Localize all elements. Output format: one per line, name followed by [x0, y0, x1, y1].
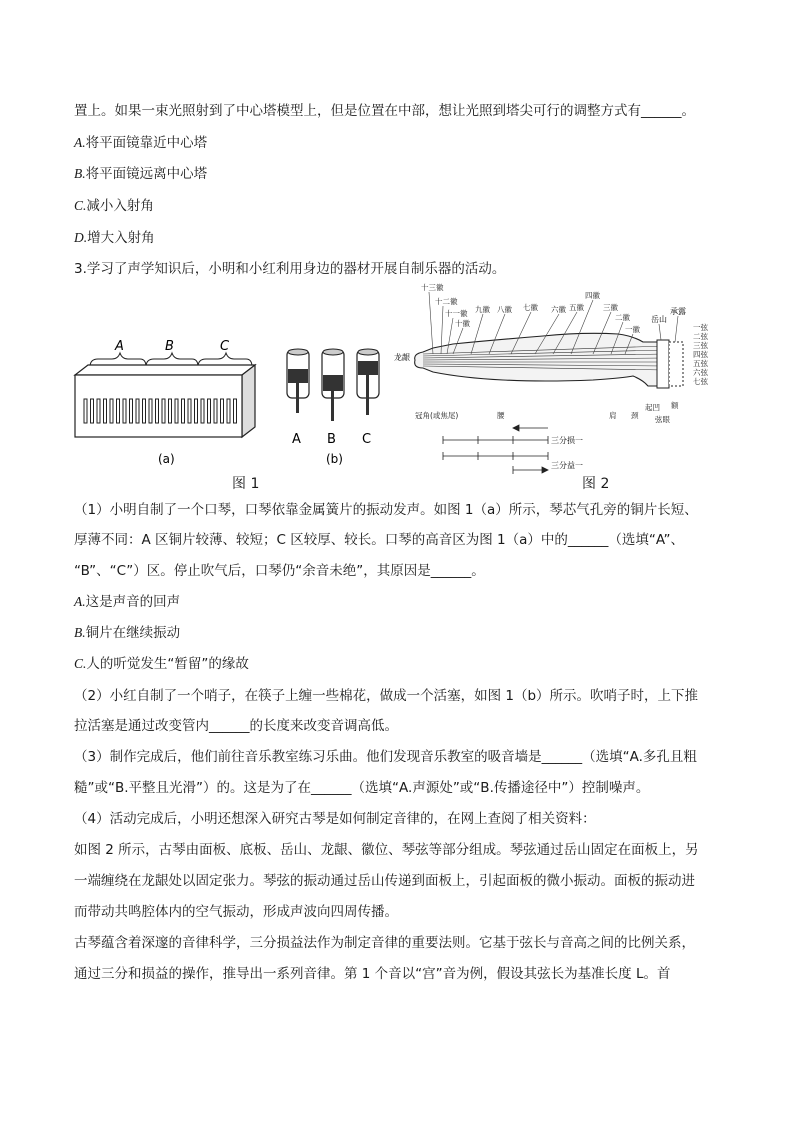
figure2-guqin	[393, 280, 723, 475]
scale-label-sun: 三分损一	[551, 436, 583, 445]
guqin-part-label: 起凹	[645, 403, 660, 412]
string-label: 三弦	[693, 341, 708, 350]
hui-label: 九徽	[475, 305, 490, 314]
harmonica-hole	[227, 399, 230, 423]
q3-p4-line1: （4）活动完成后，小明还想深入研究古琴是如何制定音律的，在网上查阅了相关资料：	[74, 811, 596, 827]
fig1a-label-a: A	[115, 339, 124, 354]
option-letter: C.	[74, 656, 87, 671]
option-letter: B.	[74, 166, 86, 181]
option-text: 铜片在继续振动	[85, 625, 181, 641]
figure2-caption: 图 2	[582, 476, 610, 492]
q2-option-c[interactable]	[74, 196, 154, 216]
string-label: 七弦	[693, 377, 708, 386]
hui-label: 五徽	[569, 303, 584, 312]
option-letter: A.	[74, 594, 86, 609]
harmonica-hole	[123, 399, 126, 423]
q2-option-a[interactable]	[74, 133, 207, 153]
harmonica-hole	[143, 399, 146, 423]
scale-label-yi: 三分益一	[551, 461, 583, 470]
option-letter: B.	[74, 625, 86, 640]
q3-p3-line2: 糙”或“B.平整且光滑”）的。这是为了在______（选填“A.声源处”或“B.传播途径中”）控制噪声。	[74, 780, 650, 796]
q3-p4-line2: 如图 2 所示，古琴由面板、底板、岳山、龙龈、徽位、琴弦等部分组成。琴弦通过岳山固定在面板上，另	[74, 842, 699, 858]
harmonica-hole	[208, 399, 211, 423]
option-letter: A.	[74, 135, 86, 150]
fig1b-label-c: C	[362, 432, 372, 447]
option-text: 减小入射角	[86, 198, 154, 214]
figure1-a-harmonica	[70, 335, 260, 470]
harmonica-hole	[149, 399, 152, 423]
option-letter: D.	[74, 230, 88, 245]
q3-p4-line3: 一端缠绕在龙龈处以固定张力。琴弦的振动通过岳山传递到面板上，引起面板的微小振动。面板的振动进	[74, 873, 695, 889]
harmonica-hole	[130, 399, 133, 423]
string-label: 四弦	[693, 350, 708, 359]
q2-option-b[interactable]	[74, 164, 207, 184]
harmonica-hole	[162, 399, 165, 423]
q3-p1-option-a[interactable]	[74, 592, 180, 612]
guqin-part-label: 肩	[609, 411, 617, 420]
guqin-part-label: 腰	[497, 411, 505, 420]
whistle-a	[287, 349, 309, 413]
q3-p1-option-b[interactable]	[74, 623, 180, 643]
harmonica-hole	[84, 399, 87, 423]
harmonica-hole	[156, 399, 159, 423]
hui-label: 六徽	[551, 305, 566, 314]
hui-label: 四徽	[585, 291, 600, 300]
whistle-b	[322, 349, 344, 421]
option-text: 增大入射角	[87, 230, 155, 246]
string-label: 二弦	[693, 332, 708, 341]
harmonica-hole	[117, 399, 120, 423]
option-text: 将平面镜远离中心塔	[85, 166, 208, 182]
harmonica-hole	[97, 399, 100, 423]
guqin-part-label: 冠角(或焦尾)	[415, 411, 459, 420]
hui-label: 二徽	[615, 313, 630, 322]
guqin-part-label: 弦眼	[655, 415, 670, 424]
guqin-part-label: 颈	[631, 411, 639, 420]
hui-label: 三徽	[603, 303, 618, 312]
figure1-caption: 图 1	[232, 476, 260, 492]
fig1b-label-a: A	[292, 432, 301, 447]
harmonica-hole	[234, 399, 237, 423]
harmonica-hole	[91, 399, 94, 423]
hui-label: 十三徽	[421, 283, 444, 292]
harmonica-hole	[221, 399, 224, 423]
q2-option-d[interactable]	[74, 228, 155, 248]
string-label: 一弦	[693, 323, 708, 332]
hui-label: 一徽	[625, 325, 640, 334]
fig1a-sublabel: (a)	[158, 452, 175, 466]
string-label: 六弦	[693, 368, 708, 377]
fig1a-label-b: B	[165, 339, 174, 354]
fig1b-sublabel: (b)	[326, 452, 343, 466]
option-text: 将平面镜靠近中心塔	[85, 135, 208, 151]
option-text: 这是声音的回声	[85, 594, 181, 610]
harmonica-hole	[201, 399, 204, 423]
q3-p4-line4: 而带动共鸣腔体内的空气振动，形成声波向四周传播。	[74, 904, 398, 920]
whistle-c	[357, 349, 379, 415]
q2-tail-line: 置上。如果一束光照射到了中心塔模型上，但是位置在中部，想让光照到塔尖可行的调整方式有______。	[74, 103, 695, 119]
fig1b-label-b: B	[327, 432, 336, 447]
option-text: 人的听觉发生“暂留”的缘故	[86, 656, 249, 672]
harmonica-hole	[195, 399, 198, 423]
harmonica-hole	[169, 399, 172, 423]
chenglu-label: 承露	[670, 307, 686, 316]
harmonica-hole	[104, 399, 107, 423]
yueshan-label: 岳山	[651, 315, 667, 324]
harmonica-hole	[214, 399, 217, 423]
longyin-label: 龙龈	[394, 353, 410, 362]
hui-label: 十徽	[455, 319, 470, 328]
q3-p4-line6: 通过三分和损益的操作，推导出一系列音律。第 1 个音以“宫”音为例，假设其弦长为基准长度 L。首	[74, 966, 671, 982]
harmonica-hole	[188, 399, 191, 423]
figure1-b-whistles	[278, 345, 388, 470]
q3-stem: 3.学习了声学知识后，小明和小红利用身边的器材开展自制乐器的活动。	[74, 261, 506, 277]
q3-p1-line2: 厚薄不同：A 区铜片较薄、较短；C 区较厚、较长。口琴的高音区为图 1（a）中的______（选填“A”、	[74, 532, 684, 548]
harmonica-hole	[175, 399, 178, 423]
hui-label: 八徽	[497, 305, 512, 314]
q3-p3-line1: （3）制作完成后，他们前往音乐教室练习乐曲。他们发现音乐教室的吸音墙是______（选填“A.多孔且粗	[74, 749, 697, 765]
hui-leader-line	[429, 292, 433, 354]
harmonica-hole	[110, 399, 113, 423]
q3-p1-line3: “B”、“C”）区。停止吹气后，口琴仍“余音未绝”，其原因是______。	[74, 563, 485, 579]
q3-p2-line1: （2）小红自制了一个哨子，在筷子上缠一些棉花，做成一个活塞，如图 1（b）所示。吹哨子时，上下推	[74, 688, 699, 704]
guqin-part-label: 额	[671, 401, 679, 410]
string-label: 五弦	[693, 359, 708, 368]
hui-label: 十一徽	[445, 309, 468, 318]
option-letter: C.	[74, 198, 87, 213]
fig1a-label-c: C	[220, 339, 230, 354]
q3-p1-line1: （1）小明自制了一个口琴，口琴依靠金属簧片的振动发声。如图 1（a）所示，琴芯气孔旁的铜片长短、	[74, 502, 698, 518]
q3-p1-option-c[interactable]	[74, 654, 249, 674]
scale-bars	[443, 425, 548, 474]
harmonica-hole	[136, 399, 139, 423]
hui-label: 十二徽	[435, 297, 458, 306]
hui-label: 七徽	[523, 303, 538, 312]
harmonica-hole	[182, 399, 185, 423]
q3-p2-line2: 拉活塞是通过改变管内______的长度来改变音调高低。	[74, 718, 398, 734]
q3-p4-line5: 古琴蕴含着深邃的音律科学，三分损益法作为制定音律的重要法则。它基于弦长与音高之间的比例关系，	[74, 935, 695, 951]
